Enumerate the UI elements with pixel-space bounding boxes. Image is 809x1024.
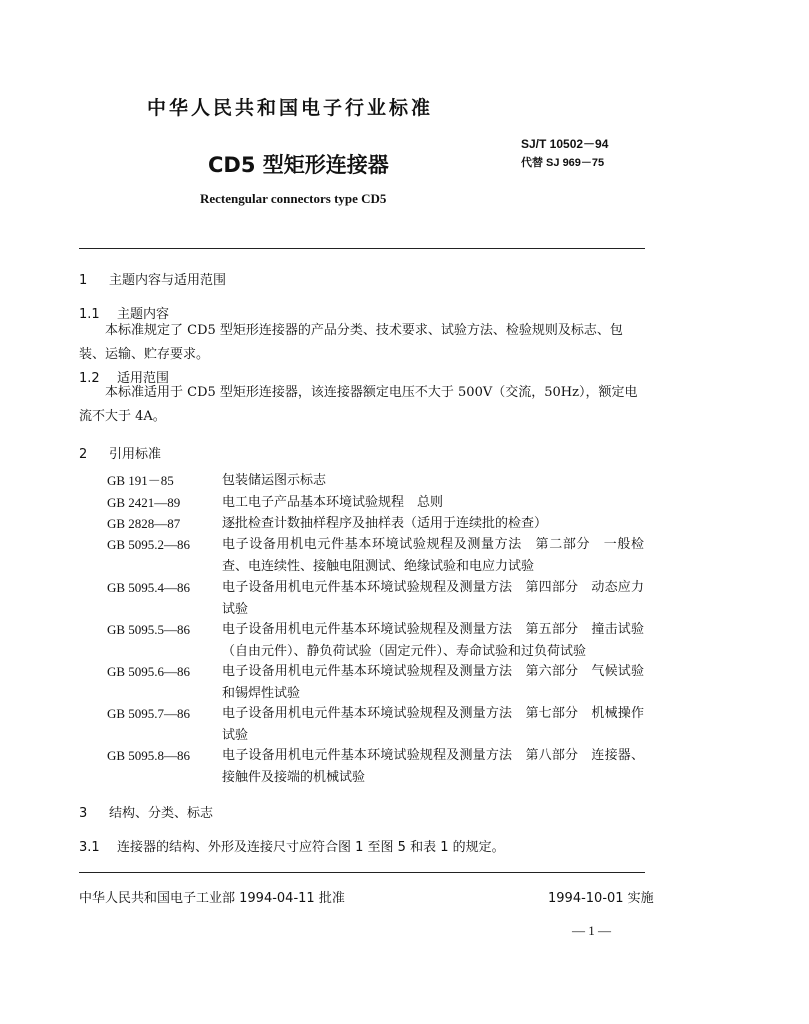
reference-name: 电子设备用机电元件基本环境试验规程及测量方法 第四部分 动态应力试验 <box>222 580 644 617</box>
reference-name: 电子设备用机电元件基本环境试验规程及测量方法 第七部分 机械操作试验 <box>222 706 644 743</box>
reference-name: 电子设备用机电元件基本环境试验规程及测量方法 第六部分 气候试验和锡焊性试验 <box>222 664 644 701</box>
page-number: — 1 — <box>572 923 611 938</box>
reference-code: GB 5095.4—86 <box>107 580 191 595</box>
section-3-1-number: 3.1 <box>79 840 100 855</box>
reference-code: GB 5095.8—86 <box>107 748 191 763</box>
section-1-2-text: 本标准适用于 CD5 型矩形连接器，该连接器额定电压不大于 500V（交流，50Hz），额定电流不大于 4A。 <box>79 385 638 424</box>
section-3-title: 结构、分类、标志 <box>109 806 214 821</box>
standard-code: SJ/T 10502－94 <box>521 137 609 151</box>
english-title: Rectengular connectors type CD5 <box>200 191 387 206</box>
implementation-date: 1994-10-01 实施 <box>548 891 654 906</box>
reference-name: 电子设备用机电元件基本环境试验规程及测量方法 第八部分 连接器、接触件及接端的机械试验 <box>222 748 644 785</box>
reference-name: 电工电子产品基本环境试验规程 总则 <box>222 495 444 510</box>
section-2-number: 2 <box>79 447 88 462</box>
header-divider <box>79 248 645 249</box>
section-2-heading <box>79 443 161 462</box>
section-1-number: 1 <box>79 273 88 288</box>
approval-note: 中华人民共和国电子工业部 1994-04-11 批准 <box>79 891 345 906</box>
document-title: CD5 型矩形连接器 <box>208 153 389 177</box>
reference-code: GB 5095.6—86 <box>107 664 191 679</box>
section-1-2-title: 适用范围 <box>117 371 170 386</box>
section-3-1-heading <box>79 836 505 855</box>
reference-name: 包装储运图示标志 <box>222 473 327 488</box>
reference-code: GB 2828—87 <box>107 516 181 531</box>
section-1-2-number: 1.2 <box>79 371 100 386</box>
reference-code: GB 191－85 <box>107 473 174 488</box>
reference-code: GB 2421—89 <box>107 495 181 510</box>
reference-code: GB 5095.2—86 <box>107 537 191 552</box>
reference-name: 电子设备用机电元件基本环境试验规程及测量方法 第二部分 一般检查、电连续性、接触电阻测试、绝缘试验和电应力试验 <box>222 537 644 574</box>
reference-name: 逐批检查计数抽样程序及抽样表（适用于连续批的检查） <box>222 516 548 531</box>
section-1-1-text: 本标准规定了 CD5 型矩形连接器的产品分类、技术要求、试验方法、检验规则及标志、包装、运输、贮存要求。 <box>79 323 623 362</box>
section-1-1-number: 1.1 <box>79 307 100 322</box>
replaces-standard: 代替 SJ 969－75 <box>521 157 605 169</box>
section-1-heading <box>79 269 226 288</box>
section-3-number: 3 <box>79 806 88 821</box>
footer-divider <box>79 872 645 873</box>
standard-body-heading: 中华人民共和国电子行业标准 <box>147 97 434 119</box>
section-1-title: 主题内容与适用范围 <box>109 273 227 288</box>
section-2-title: 引用标准 <box>109 447 162 462</box>
reference-name: 电子设备用机电元件基本环境试验规程及测量方法 第五部分 撞击试验（自由元件）、静负荷试验（固定元件）、寿命试验和过负荷试验 <box>222 622 644 659</box>
section-3-heading <box>79 802 213 821</box>
reference-code: GB 5095.5—86 <box>107 622 191 637</box>
section-1-1-title: 主题内容 <box>117 307 170 322</box>
reference-code: GB 5095.7—86 <box>107 706 191 721</box>
section-3-1-text: 连接器的结构、外形及连接尺寸应符合图 1 至图 5 和表 1 的规定。 <box>117 840 505 855</box>
